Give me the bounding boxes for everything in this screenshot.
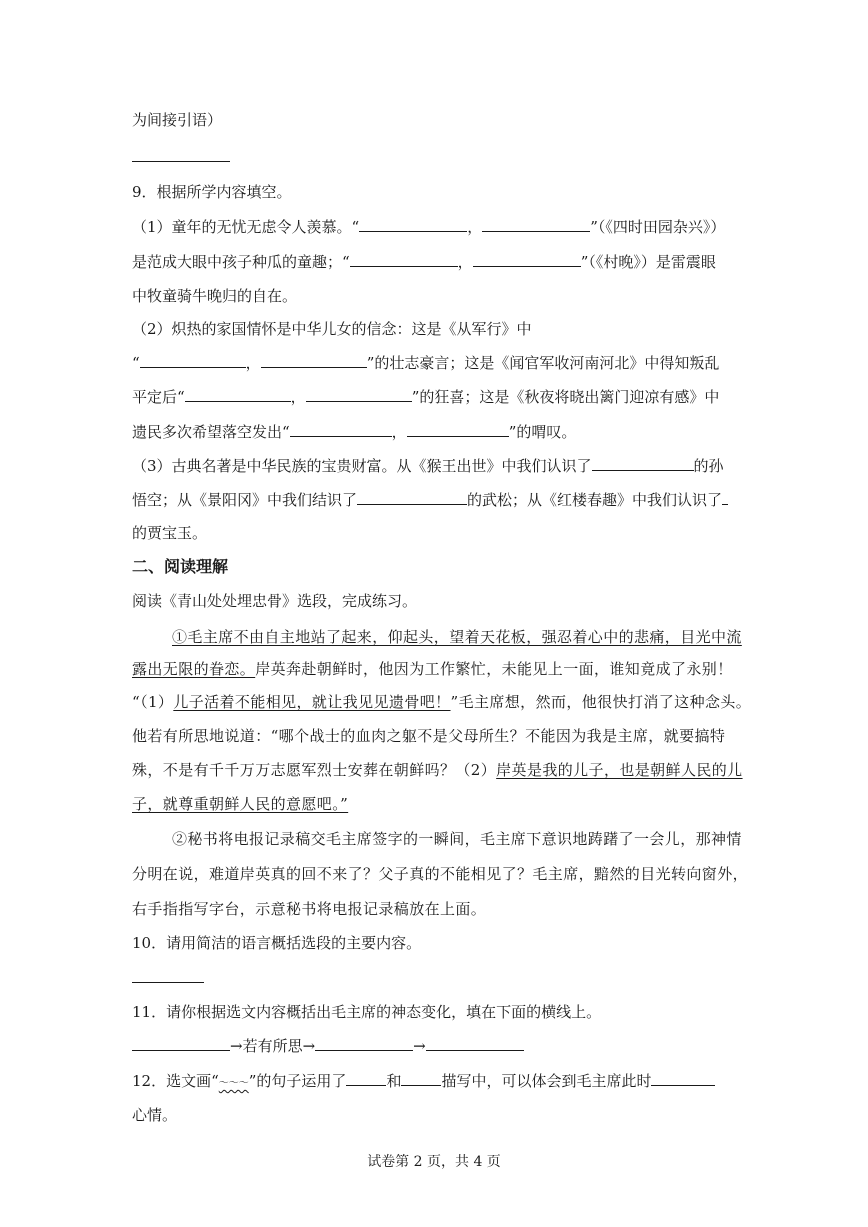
q9-p1-line2: 是范成大眼中孩子种瓜的童趣；“ ， ”（《村晚》）是雷震眼 [132, 253, 716, 271]
answer-line-q8[interactable] [132, 161, 230, 162]
blank[interactable] [357, 490, 467, 505]
q10-title: 10．请用简洁的语言概括选段的主要内容。 [132, 934, 422, 952]
blank[interactable] [407, 422, 509, 437]
passage-p2-line3: 右手指指写字台，示意秘书将电报记录稿放在上面。 [132, 900, 487, 918]
passage-p2-line2: 分明在说，难道岸英真的回不来了？父子真的不能相见了？毛主席，黯然的目光转向窗外， [132, 865, 749, 883]
blank[interactable] [592, 456, 694, 471]
blank[interactable] [473, 252, 581, 267]
blank[interactable] [651, 1071, 715, 1086]
q9-p1-line3: 中牧童骑牛晚归的自在。 [132, 287, 298, 305]
q12-line1: 12．选文画“～～～”的句子运用了 和 描写中，可以体会到毛主席此时 [132, 1071, 715, 1094]
blank[interactable] [401, 1071, 441, 1086]
section-heading: 二、阅读理解 [132, 557, 229, 576]
q11-answer-line: →若有所思→ → [132, 1036, 524, 1056]
q9-p3-line3: 的贾宝玉。 [132, 524, 208, 542]
passage-p1-line4: 他若有所思地说道：“哪个战士的血肉之躯不是父母所生？不能因为我是主席，就要搞特 [132, 727, 726, 745]
passage-p2-line1: ②秘书将电报记录稿交毛主席签字的一瞬间，毛主席下意识地踌躇了一会儿，那神情 [172, 830, 742, 848]
blank[interactable] [315, 1036, 413, 1051]
reading-intro: 阅读《青山处处埋忠骨》选段，完成练习。 [132, 592, 418, 610]
blank[interactable] [346, 1071, 386, 1086]
passage-p1-line5: 殊，不是有千千万万志愿军烈士安葬在朝鲜吗？（2）岸英是我的儿子，也是朝鲜人民的儿 [132, 761, 743, 779]
blank[interactable] [482, 217, 590, 232]
passage-p1-line2: 露出无限的眷恋。岸英奔赴朝鲜时，他因为工作繁忙，未能见上一面，谁知竟成了永别！ [132, 660, 733, 678]
answer-line-q10[interactable] [132, 982, 204, 983]
q12-line2: 心情。 [132, 1106, 178, 1124]
q9-p2-line4: 遗民多次希望落空发出“ ， ”的喟叹。 [132, 423, 577, 441]
blank[interactable] [185, 387, 291, 402]
q9-p2-line1: （2）炽热的家国情怀是中华儿女的信念：这是《从军行》中 [132, 320, 532, 338]
q9-p3-line1: （3）古典名著是中华民族的宝贵财富。从《猴王出世》中我们认识了 的孙 [132, 457, 724, 475]
blank[interactable] [290, 422, 392, 437]
q9-title: 9．根据所学内容填空。 [132, 183, 292, 201]
q9-p3-line2: 悟空；从《景阳冈》中我们结识了 的武松；从《红楼春趣》中我们认识了 [132, 490, 728, 510]
wavy-underline-icon: ～～～ [218, 1078, 249, 1089]
blank[interactable] [132, 1036, 230, 1051]
q11-title: 11．请你根据选文内容概括出毛主席的神态变化，填在下面的横线上。 [132, 1003, 602, 1021]
passage-p1-line6: 子，就尊重朝鲜人民的意愿吧。” [132, 795, 349, 813]
continuation-text: 为间接引语） [132, 111, 223, 129]
blank[interactable] [350, 252, 458, 267]
blank[interactable] [261, 353, 367, 368]
q9-p1-line1: （1）童年的无忧无虑令人羡慕。“ ， ”（《四时田园杂兴》） [132, 218, 726, 236]
blank[interactable] [722, 490, 728, 505]
blank[interactable] [426, 1036, 524, 1051]
page-footer: 试卷第 2 页，共 4 页 [367, 1154, 501, 1170]
passage-p1-line3: “（1）儿子活着不能相见，就让我见见遗骨吧！”毛主席想，然而，他很快打消了这种念头。 [132, 693, 752, 711]
blank[interactable] [140, 353, 246, 368]
passage-p1-line1: ①毛主席不由自主地站了起来，仰起头，望着天花板，强忍着心中的悲痛，目光中流 [172, 628, 742, 646]
blank[interactable] [306, 387, 412, 402]
blank[interactable] [359, 217, 467, 232]
q9-p2-line2: “ ， ”的壮志豪言；这是《闻官军收河南河北》中得知叛乱 [132, 354, 720, 372]
q9-p2-line3: 平定后“ ， ”的狂喜；这是《秋夜将晓出篱门迎凉有感》中 [132, 388, 720, 406]
